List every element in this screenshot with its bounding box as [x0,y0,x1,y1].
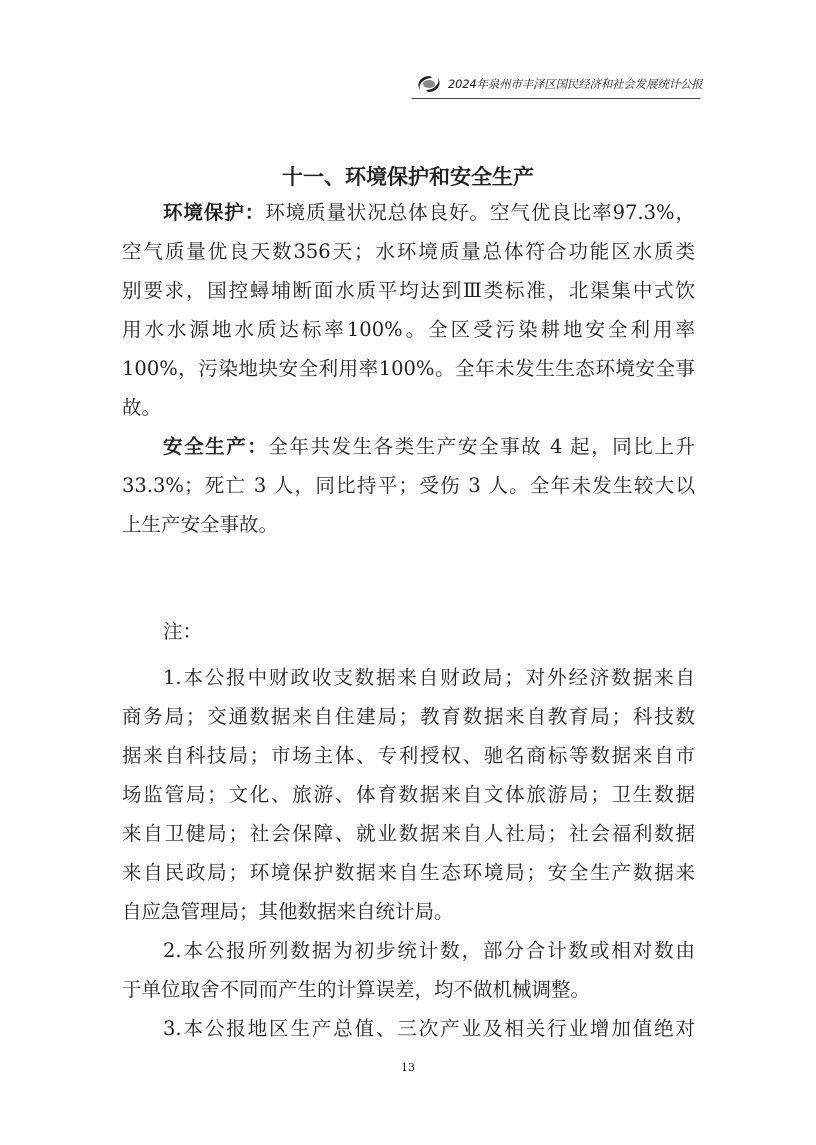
line-text: 商务局；交通数据来自住建局；教育数据来自教育局；科技数 [122,705,695,728]
paragraph-label: 环境保护： [163,201,266,224]
note-line [122,743,695,769]
logo-icon [416,74,442,94]
environment-line [122,239,695,265]
note-line [163,938,695,964]
line-text: 别要求，国控蟳埔断面水质平均达到Ⅲ类标准，北渠集中式饮 [122,279,695,302]
environment-line [122,395,695,421]
header-title: 2024年泉州市丰泽区国民经济和社会发展统计公报 [448,77,703,91]
note-line [122,899,695,925]
note-line [122,821,695,847]
environment-line [122,317,695,343]
safety-line [163,434,695,460]
line-text: 据来自科技局；市场主体、专利授权、驰名商标等数据来自市 [122,744,695,767]
note-line [163,665,695,691]
running-header [412,68,703,99]
safety-line [122,512,695,538]
note-line [122,704,695,730]
line-text: 空气质量优良天数356天；水环境质量总体符合功能区水质类 [122,240,695,263]
note-line [122,860,695,886]
note-line [163,1016,695,1042]
line-text: 来自卫健局；社会保障、就业数据来自人社局；社会福利数据 [122,822,695,845]
note-line [122,782,695,808]
line-text: 1.本公报中财政收支数据来自财政局；对外经济数据来自 [163,666,695,689]
line-text: 用水水源地水质达标率100%。全区受污染耕地安全利用率 [122,318,695,341]
line-text: 100%，污染地块安全利用率100%。全年未发生生态环境安全事 [122,357,695,380]
line-text: 自应急管理局；其他数据来自统计局。 [122,900,454,923]
line-text: 场监管局；文化、旅游、体育数据来自文体旅游局；卫生数据 [122,783,695,806]
line-text: 于单位取舍不同而产生的计算误差，均不做机械调整。 [122,978,591,1001]
note-line [122,977,695,1003]
line-text: 3.本公报地区生产总值、三次产业及相关行业增加值绝对 [163,1017,695,1040]
line-text: 全年共发生各类生产安全事故 4 起，同比上升 [268,435,695,458]
line-text: 环境质量状况总体良好。空气优良比率97.3%， [265,201,695,224]
line-text: 故。 [122,396,162,419]
page-number: 13 [401,1061,415,1074]
section-title: 十一、环境保护和安全生产 [282,165,534,189]
environment-line [163,200,695,226]
environment-line [122,356,695,382]
line-text: 33.3%；死亡 3 人，同比持平；受伤 3 人。全年未发生较大以 [122,474,695,497]
notes-label: 注： [163,620,203,643]
line-text: 上生产安全事故。 [122,513,279,536]
paragraph-label: 安全生产： [163,435,269,458]
line-text: 2.本公报所列数据为初步统计数，部分合计数或相对数由 [163,939,695,962]
safety-line [122,473,695,499]
environment-line [122,278,695,304]
line-text: 来自民政局；环境保护数据来自生态环境局；安全生产数据来 [122,861,695,884]
